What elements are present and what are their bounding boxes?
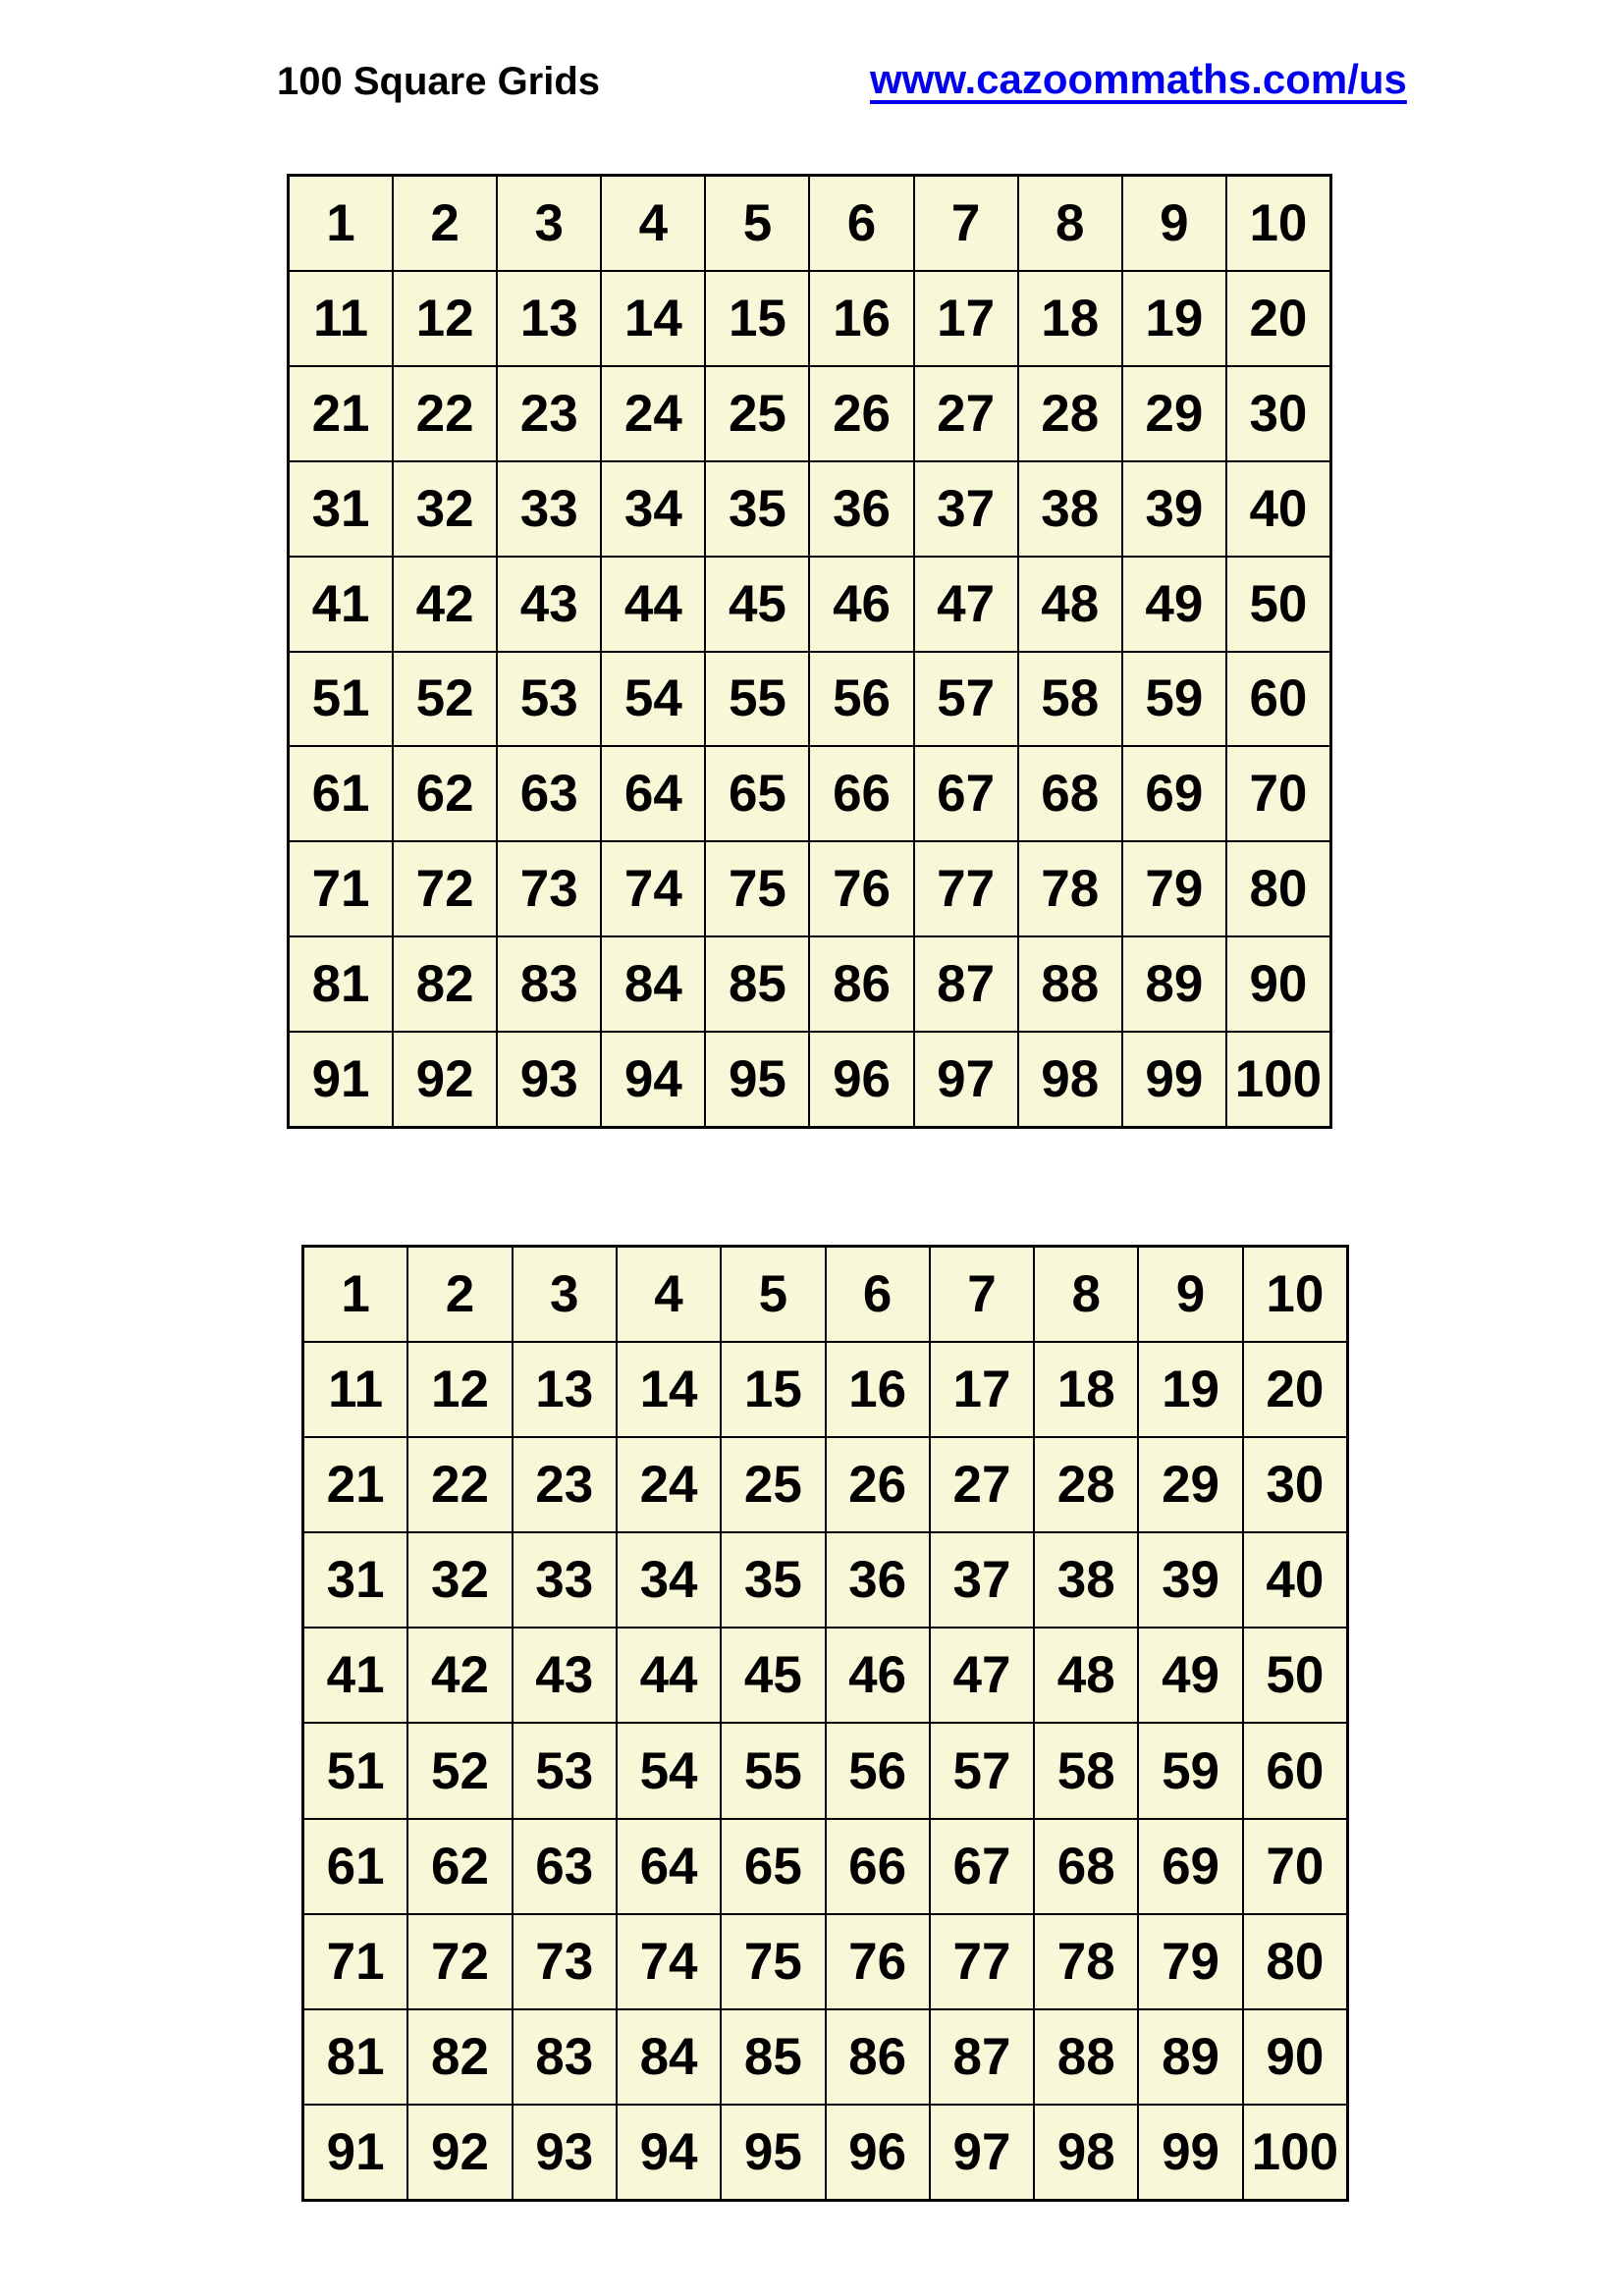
- grid-cell: 88: [1018, 936, 1122, 1032]
- grid-cell: 75: [705, 841, 809, 936]
- grid-cell: 93: [497, 1032, 601, 1127]
- grid-cell: 26: [809, 366, 913, 461]
- grid-cell: 92: [407, 2105, 512, 2200]
- grid-cell: 28: [1018, 366, 1122, 461]
- grid-cell: 21: [289, 366, 393, 461]
- grid-cell: 41: [303, 1628, 407, 1723]
- page-title: 100 Square Grids: [277, 60, 601, 103]
- grid-cell: 26: [826, 1437, 930, 1532]
- grid-cell: 28: [1034, 1437, 1138, 1532]
- grid-cell: 96: [809, 1032, 913, 1127]
- grid-cell: 30: [1226, 366, 1330, 461]
- grid-cell: 53: [497, 652, 601, 747]
- grid-cell: 57: [914, 652, 1018, 747]
- grid-cell: 42: [407, 1628, 512, 1723]
- grid-cell: 91: [289, 1032, 393, 1127]
- grid-cell: 63: [497, 746, 601, 841]
- grid-cell: 51: [289, 652, 393, 747]
- grid-cell: 90: [1243, 2009, 1347, 2105]
- grid-cell: 72: [393, 841, 497, 936]
- grid-cell: 55: [705, 652, 809, 747]
- grid-cell: 33: [513, 1532, 617, 1628]
- grid-cell: 48: [1018, 557, 1122, 652]
- grid-cell: 54: [617, 1723, 721, 1818]
- grid-cell: 43: [513, 1628, 617, 1723]
- grid-cell: 66: [826, 1819, 930, 1914]
- grid-cell: 12: [407, 1342, 512, 1437]
- grid-cell: 36: [826, 1532, 930, 1628]
- grid-cell: 78: [1034, 1914, 1138, 2009]
- grid-cell: 33: [497, 461, 601, 557]
- grid-cell: 89: [1138, 2009, 1242, 2105]
- grid-cell: 37: [930, 1532, 1034, 1628]
- grid-cell: 83: [513, 2009, 617, 2105]
- grid-cell: 86: [826, 2009, 930, 2105]
- grid-cell: 77: [914, 841, 1018, 936]
- grid-cell: 86: [809, 936, 913, 1032]
- grid-cell: 53: [513, 1723, 617, 1818]
- grid-cell: 70: [1243, 1819, 1347, 1914]
- grid-cell: 85: [705, 936, 809, 1032]
- grid-cell: 13: [513, 1342, 617, 1437]
- grid-cell: 61: [289, 746, 393, 841]
- grid-cell: 25: [705, 366, 809, 461]
- grid-cell: 74: [601, 841, 705, 936]
- grid-cell: 80: [1243, 1914, 1347, 2009]
- grid-cell: 40: [1243, 1532, 1347, 1628]
- grid-cell: 65: [721, 1819, 825, 1914]
- grid-cell: 57: [930, 1723, 1034, 1818]
- grid-cell: 92: [393, 1032, 497, 1127]
- grid-cell: 95: [705, 1032, 809, 1127]
- grid-cell: 67: [914, 746, 1018, 841]
- grid-cell: 90: [1226, 936, 1330, 1032]
- grid-cell: 46: [809, 557, 913, 652]
- grid-cell: 100: [1243, 2105, 1347, 2200]
- grid-cell: 27: [914, 366, 1018, 461]
- grid-cell: 44: [601, 557, 705, 652]
- grid-cell: 87: [914, 936, 1018, 1032]
- grid-cell: 32: [393, 461, 497, 557]
- grid-cell: 76: [826, 1914, 930, 2009]
- grid-cell: 29: [1122, 366, 1226, 461]
- grid-cell: 34: [617, 1532, 721, 1628]
- grid-cell: 49: [1138, 1628, 1242, 1723]
- grid-cell: 45: [721, 1628, 825, 1723]
- grid-cell: 55: [721, 1723, 825, 1818]
- grid-cell: 58: [1018, 652, 1122, 747]
- grid-cell: 2: [407, 1247, 512, 1342]
- grid-cell: 87: [930, 2009, 1034, 2105]
- grid-cell: 48: [1034, 1628, 1138, 1723]
- grid-cell: 2: [393, 176, 497, 271]
- grid-cell: 7: [930, 1247, 1034, 1342]
- grid-cell: 76: [809, 841, 913, 936]
- grid-cell: 77: [930, 1914, 1034, 2009]
- grid-cell: 56: [809, 652, 913, 747]
- grid-cell: 29: [1138, 1437, 1242, 1532]
- grid-cell: 91: [303, 2105, 407, 2200]
- grid-cell: 98: [1018, 1032, 1122, 1127]
- hundred-square-grid-1: [287, 174, 1332, 1129]
- grid-cell: 35: [705, 461, 809, 557]
- grid-cell: 51: [303, 1723, 407, 1818]
- grid-cell: 99: [1138, 2105, 1242, 2200]
- grid-cell: 60: [1243, 1723, 1347, 1818]
- grid-cell: 25: [721, 1437, 825, 1532]
- grid-cell: 6: [809, 176, 913, 271]
- grid-cell: 72: [407, 1914, 512, 2009]
- grid-cell: 49: [1122, 557, 1226, 652]
- grid-cell: 9: [1122, 176, 1226, 271]
- grid-cell: 68: [1034, 1819, 1138, 1914]
- grid-cell: 34: [601, 461, 705, 557]
- grid-cell: 38: [1018, 461, 1122, 557]
- grid-cell: 1: [303, 1247, 407, 1342]
- grid-cell: 58: [1034, 1723, 1138, 1818]
- grid-cell: 16: [826, 1342, 930, 1437]
- grid-cell: 64: [601, 746, 705, 841]
- grid-cell: 74: [617, 1914, 721, 2009]
- hundred-square-grid-2: [301, 1245, 1349, 2202]
- grid-cell: 14: [617, 1342, 721, 1437]
- grid-cell: 40: [1226, 461, 1330, 557]
- grid-cell: 84: [617, 2009, 721, 2105]
- grid-cell: 56: [826, 1723, 930, 1818]
- grid-cell: 97: [914, 1032, 1018, 1127]
- grid-cell: 18: [1018, 271, 1122, 366]
- grid-cell: 30: [1243, 1437, 1347, 1532]
- grid-cell: 88: [1034, 2009, 1138, 2105]
- grid-cell: 5: [705, 176, 809, 271]
- grid-cell: 23: [513, 1437, 617, 1532]
- grid-cell: 6: [826, 1247, 930, 1342]
- grid-cell: 21: [303, 1437, 407, 1532]
- grid-cell: 20: [1243, 1342, 1347, 1437]
- grid-cell: 67: [930, 1819, 1034, 1914]
- grid-cell: 82: [407, 2009, 512, 2105]
- grid-cell: 19: [1138, 1342, 1242, 1437]
- grid-cell: 70: [1226, 746, 1330, 841]
- grid-cell: 46: [826, 1628, 930, 1723]
- grid-cell: 32: [407, 1532, 512, 1628]
- grid-cell: 19: [1122, 271, 1226, 366]
- grid-cell: 62: [393, 746, 497, 841]
- grid-cell: 9: [1138, 1247, 1242, 1342]
- grid-cell: 41: [289, 557, 393, 652]
- grid-cell: 79: [1138, 1914, 1242, 2009]
- grid-cell: 79: [1122, 841, 1226, 936]
- grid-cell: 81: [289, 936, 393, 1032]
- grid-cell: 15: [721, 1342, 825, 1437]
- website-link[interactable]: www.cazoommaths.com/us: [870, 56, 1407, 102]
- grid-cell: 50: [1226, 557, 1330, 652]
- grid-cell: 97: [930, 2105, 1034, 2200]
- grid-cell: 1: [289, 176, 393, 271]
- grid-cell: 16: [809, 271, 913, 366]
- grid-cell: 27: [930, 1437, 1034, 1532]
- grid-cell: 17: [914, 271, 1018, 366]
- grid-cell: 99: [1122, 1032, 1226, 1127]
- grid-cell: 95: [721, 2105, 825, 2200]
- grid-cell: 47: [930, 1628, 1034, 1723]
- grid-cell: 73: [513, 1914, 617, 2009]
- grid-cell: 7: [914, 176, 1018, 271]
- grid-cell: 31: [289, 461, 393, 557]
- grid-cell: 13: [497, 271, 601, 366]
- grid-cell: 12: [393, 271, 497, 366]
- grid-cell: 43: [497, 557, 601, 652]
- grid-cell: 93: [513, 2105, 617, 2200]
- grid-cell: 94: [617, 2105, 721, 2200]
- grid-cell: 66: [809, 746, 913, 841]
- grid-cell: 10: [1243, 1247, 1347, 1342]
- grid-cell: 85: [721, 2009, 825, 2105]
- grid-cell: 61: [303, 1819, 407, 1914]
- grid-cell: 89: [1122, 936, 1226, 1032]
- grid-cell: 20: [1226, 271, 1330, 366]
- grid-cell: 84: [601, 936, 705, 1032]
- grid-cell: 54: [601, 652, 705, 747]
- grid-cell: 23: [497, 366, 601, 461]
- grid-cell: 38: [1034, 1532, 1138, 1628]
- grid-cell: 3: [497, 176, 601, 271]
- grid-cell: 11: [303, 1342, 407, 1437]
- grid-cell: 22: [393, 366, 497, 461]
- grid-cell: 4: [601, 176, 705, 271]
- grid-cell: 10: [1226, 176, 1330, 271]
- grid-cell: 78: [1018, 841, 1122, 936]
- grid-cell: 64: [617, 1819, 721, 1914]
- grid-cell: 22: [407, 1437, 512, 1532]
- grid-cell: 83: [497, 936, 601, 1032]
- grid-cell: 31: [303, 1532, 407, 1628]
- grid-cell: 69: [1122, 746, 1226, 841]
- grid-cell: 50: [1243, 1628, 1347, 1723]
- grid-cell: 82: [393, 936, 497, 1032]
- grid-cell: 39: [1122, 461, 1226, 557]
- grid-cell: 63: [513, 1819, 617, 1914]
- grid-cell: 69: [1138, 1819, 1242, 1914]
- grid-cell: 59: [1122, 652, 1226, 747]
- grid-cell: 68: [1018, 746, 1122, 841]
- grid-cell: 73: [497, 841, 601, 936]
- grid-cell: 15: [705, 271, 809, 366]
- grid-cell: 4: [617, 1247, 721, 1342]
- grid-cell: 39: [1138, 1532, 1242, 1628]
- grid-cell: 17: [930, 1342, 1034, 1437]
- grid-cell: 36: [809, 461, 913, 557]
- grid-cell: 37: [914, 461, 1018, 557]
- grid-cell: 35: [721, 1532, 825, 1628]
- grid-cell: 18: [1034, 1342, 1138, 1437]
- grid-cell: 5: [721, 1247, 825, 1342]
- grid-cell: 75: [721, 1914, 825, 2009]
- grid-cell: 60: [1226, 652, 1330, 747]
- grid-cell: 62: [407, 1819, 512, 1914]
- grid-cell: 65: [705, 746, 809, 841]
- grid-cell: 100: [1226, 1032, 1330, 1127]
- grid-cell: 47: [914, 557, 1018, 652]
- grid-cell: 59: [1138, 1723, 1242, 1818]
- grid-cell: 94: [601, 1032, 705, 1127]
- grid-cell: 52: [393, 652, 497, 747]
- grid-cell: 71: [289, 841, 393, 936]
- grid-cell: 11: [289, 271, 393, 366]
- grid-cell: 3: [513, 1247, 617, 1342]
- grid-cell: 8: [1034, 1247, 1138, 1342]
- grid-cell: 98: [1034, 2105, 1138, 2200]
- grid-cell: 14: [601, 271, 705, 366]
- grid-cell: 44: [617, 1628, 721, 1723]
- grid-cell: 45: [705, 557, 809, 652]
- grid-cell: 52: [407, 1723, 512, 1818]
- grid-cell: 81: [303, 2009, 407, 2105]
- grid-cell: 80: [1226, 841, 1330, 936]
- grid-cell: 24: [601, 366, 705, 461]
- grid-cell: 71: [303, 1914, 407, 2009]
- grid-cell: 8: [1018, 176, 1122, 271]
- grid-cell: 96: [826, 2105, 930, 2200]
- grid-cell: 42: [393, 557, 497, 652]
- grid-cell: 24: [617, 1437, 721, 1532]
